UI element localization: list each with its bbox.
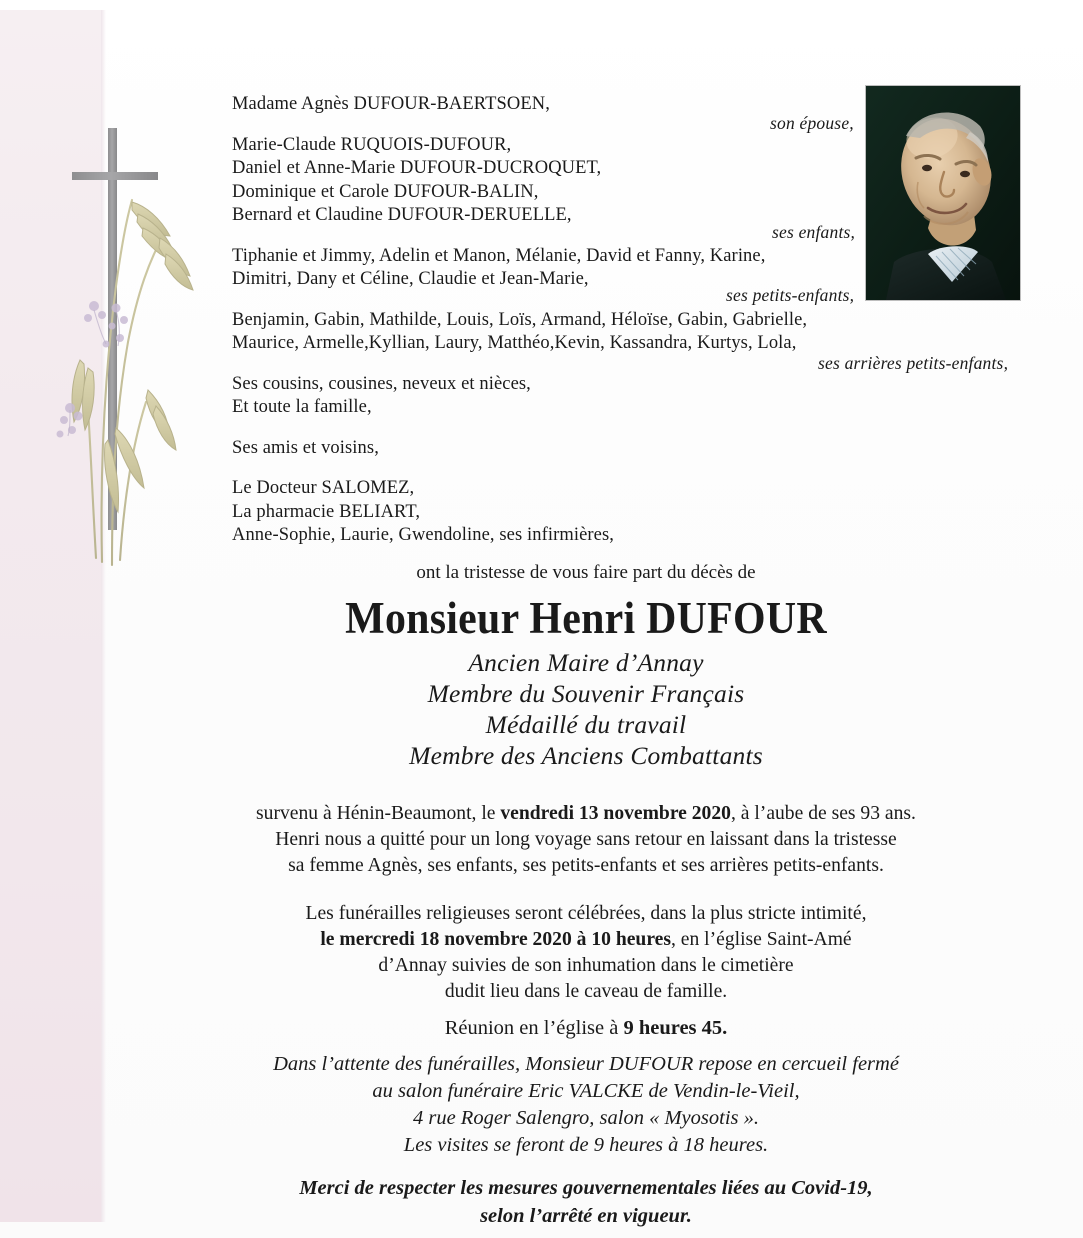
- family-group-relatives: [232, 373, 872, 420]
- funeral-datetime: le mercredi 18 novembre 2020 à 10 heures: [320, 929, 671, 950]
- death-paragraph: [106, 801, 1066, 879]
- repose-line-4: Les visites se feront de 9 heures à 18 heures.: [403, 1134, 769, 1156]
- death-line-1: [106, 801, 1066, 827]
- names-line: Daniel et Anne-Marie DUFOUR-DUCROQUET,: [232, 158, 602, 178]
- honor-line: Membre du Souvenir Français: [427, 679, 745, 708]
- names-line: Dominique et Carole DUFOUR-BALIN,: [232, 181, 539, 202]
- relation-label-spouse: son épouse,: [770, 113, 854, 133]
- deceased-name: Monsieur Henri DUFOUR: [345, 593, 827, 643]
- honor-line: Médaillé du travail: [485, 710, 687, 739]
- reunion-time: 9 heures 45.: [623, 1017, 728, 1039]
- names-line: Le Docteur SALOMEZ,: [232, 478, 415, 498]
- funeral-line-4: dudit lieu dans le caveau de famille.: [444, 981, 728, 1002]
- funeral-line-3: d’Annay suivies de son inhumation dans le cimetière: [378, 955, 794, 976]
- death-line-2: Henri nous a quitté pour un long voyage sans retour en laissant dans la tristesse: [275, 829, 897, 850]
- announcement-intro: ont la tristesse de vous faire part du décès de: [416, 562, 756, 583]
- relation-label-children: ses enfants,: [772, 222, 856, 242]
- names-line: Bernard et Claudine DUFOUR-DERUELLE,: [232, 205, 572, 225]
- family-names-block: [232, 93, 872, 548]
- death-line-1-before: survenu à Hénin-Beaumont, le: [256, 803, 501, 824]
- names-line: Marie-Claude RUQUOIS-DUFOUR,: [232, 134, 512, 155]
- funeral-church: , en l’église Saint-Amé: [670, 929, 852, 950]
- repose-line-1: Dans l’attente des funérailles, Monsieur DUFOUR repose en cercueil fermé: [273, 1053, 899, 1075]
- honor-line: Membre des Anciens Combattants: [409, 741, 763, 770]
- names-line: Anne-Sophie, Laurie, Gwendoline, ses infirmières,: [232, 525, 614, 545]
- names-line: Benjamin, Gabin, Mathilde, Louis, Loïs, Armand, Héloïse, Gabin, Gabrielle,: [232, 309, 808, 330]
- names-line: Madame Agnès DUFOUR-BAERTSOEN,: [232, 94, 550, 114]
- family-group-caregivers: [232, 477, 872, 548]
- funeral-line-2: [106, 927, 1066, 953]
- family-group-great-grandchildren: [232, 309, 872, 356]
- covid-line-1: Merci de respecter les mesures gouvernementales liées au Covid-19,: [299, 1177, 873, 1199]
- names-line: Tiphanie et Jimmy, Adelin et Manon, Mélanie, David et Fanny, Karine,: [232, 245, 766, 266]
- repose-paragraph: [106, 1051, 1066, 1159]
- names-line: La pharmacie BELIART,: [232, 501, 421, 522]
- names-line: Et toute la famille,: [232, 397, 372, 417]
- family-group-friends: [232, 437, 872, 461]
- covid-notice: [106, 1174, 1066, 1230]
- names-line: Maurice, Armelle,Kyllian, Laury, Matthéo,Kevin, Kassandra, Kurtys, Lola,: [232, 333, 797, 353]
- names-line: Dimitri, Dany et Céline, Claudie et Jean-Marie,: [232, 269, 589, 289]
- death-date: vendredi 13 novembre 2020: [500, 803, 731, 824]
- death-line-3: sa femme Agnès, ses enfants, ses petits-enfants et ses arrières petits-enfants.: [288, 855, 884, 876]
- repose-line-2: au salon funéraire Eric VALCKE de Vendin-le-Vieil,: [372, 1080, 800, 1102]
- relation-label-grandchildren: ses petits-enfants,: [726, 285, 855, 305]
- names-line: Ses amis et voisins,: [232, 437, 379, 458]
- reunion-line: [106, 1015, 1066, 1041]
- family-group-children: [232, 134, 872, 228]
- funeral-paragraph: [106, 901, 1066, 1005]
- covid-line-2: selon l’arrêté en vigueur.: [480, 1205, 692, 1227]
- reunion-before: Réunion en l’église à: [444, 1017, 624, 1039]
- funeral-line-1: Les funérailles religieuses seront célébrées, dans la plus stricte intimité,: [305, 903, 867, 924]
- names-line: Ses cousins, cousines, neveux et nièces,: [232, 373, 531, 394]
- relation-label-great-grandchildren: ses arrières petits-enfants,: [818, 353, 1009, 373]
- death-line-1-after: , à l’aube de ses 93 ans.: [730, 803, 916, 824]
- honor-line: Ancien Maire d’Annay: [468, 648, 704, 677]
- repose-line-3: 4 rue Roger Salengro, salon « Myosotis ».: [412, 1107, 759, 1129]
